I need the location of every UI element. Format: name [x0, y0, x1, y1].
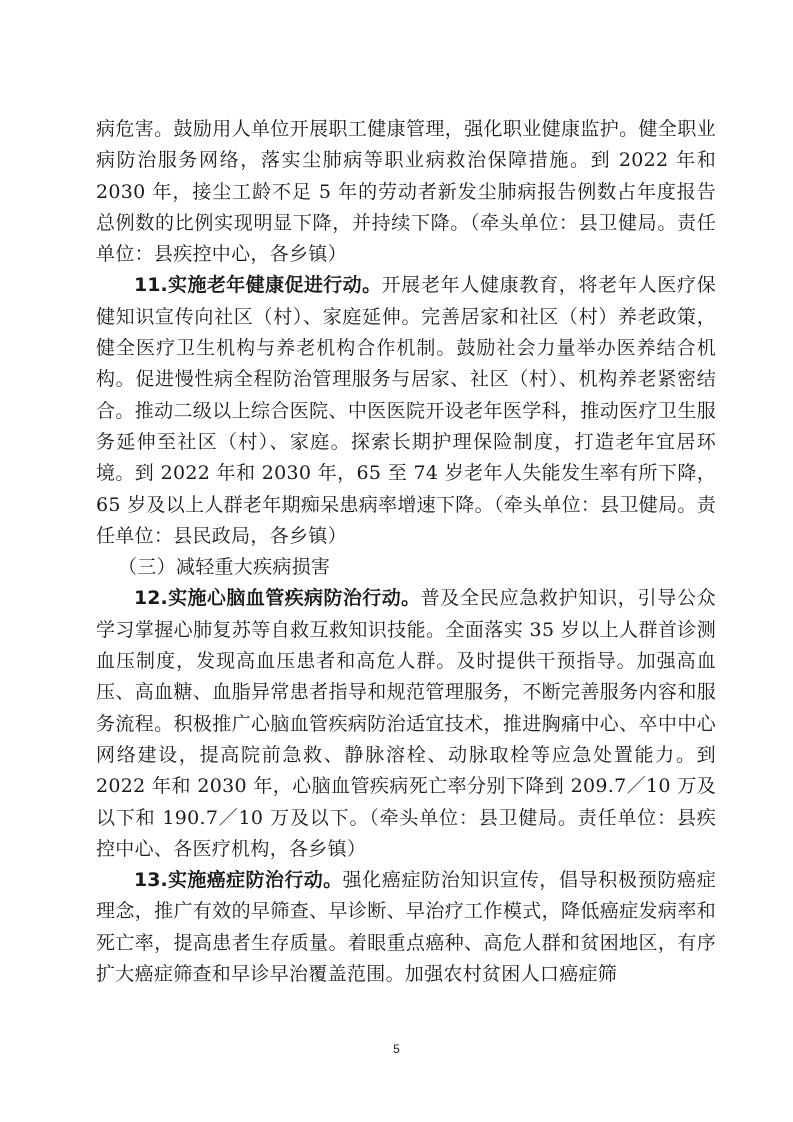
paragraph-elderly-health [96, 270, 716, 552]
document-body [96, 114, 716, 990]
paragraph-lead-heading: 13.实施癌症防治行动。 [134, 869, 343, 892]
paragraph-text: 病危害。鼓励用人单位开展职工健康管理，强化职业健康监护。健全职业病防治服务网络，落实尘肺病等职业病救治保障措施。到 2022 年和 2030 年，接尘工龄不足 5 年的劳动者新发尘肺病报告例数占年度报告总例数的比例实现明显下降，并持续下降。（牵头单位：县卫健局。责任单位：县疾控中心，各乡镇） [96, 118, 716, 266]
section-heading: （三）减轻重大疾病损害 [118, 556, 331, 579]
paragraph-text: 普及全民应急救护知识，引导公众学习掌握心肺复苏等自救互救知识技能。全面落实 35 岁以上人群首诊测血压制度，发现高血压患者和高危人群。及时提供干预指导。加强高血压、高血糖、血脂异常患者指导和规范管理服务，不断完善服务内容和服务流程。积极推广心脑血管疾病防治适宜技术，推进胸痛中心、卒中中心网络建设，提高院前急救、静脉溶栓、动脉取栓等应急处置能力。到 2022 年和 2030 年，心脑血管疾病死亡率分别下降到 209.7／10 万及以下和 190.7／10 万及以下。（牵头单位：县卫健局。责任单位：县疾控中心、各医疗机构，各乡镇） [96, 587, 716, 860]
paragraph-text: 强化癌症防治知识宣传，倡导积极预防癌症理念，推广有效的早筛查、早诊断、早治疗工作模式，降低癌症发病率和死亡率，提高患者生存质量。着眼重点癌种、高危人群和贫困地区，有序扩大癌症筛查和早诊早治覆盖范围。加强农村贫困人口癌症筛 [96, 869, 717, 986]
paragraph-cardiovascular [96, 583, 716, 865]
paragraph-lead-heading: 12.实施心脑血管疾病防治行动。 [134, 587, 421, 610]
paragraph-cancer [96, 865, 716, 990]
paragraph-lead-heading: 11.实施老年健康促进行动。 [134, 274, 382, 297]
page-number: 5 [393, 1042, 400, 1056]
paragraph-text: 开展老年人健康教育，将老年人医疗保健知识宣传向社区（村）、家庭延伸。完善居家和社区（村）养老政策，健全医疗卫生机构与养老机构合作机制。鼓励社会力量举办医养结合机构。促进慢性病全程防治管理服务与居家、社区（村）、机构养老紧密结合。推动二级以上综合医院、中医医院开设老年医学科，推动医疗卫生服务延伸至社区（村）、家庭。探索长期护理保险制度，打造老年宜居环境。到 2022 年和 2030 年，65 至 74 岁老年人失能发生率有所下降，65 岁及以上人群老年期痴呆患病率增速下降。（牵头单位：县卫健局。责任单位：县民政局，各乡镇） [96, 274, 716, 547]
paragraph-occupational-disease [96, 114, 716, 270]
